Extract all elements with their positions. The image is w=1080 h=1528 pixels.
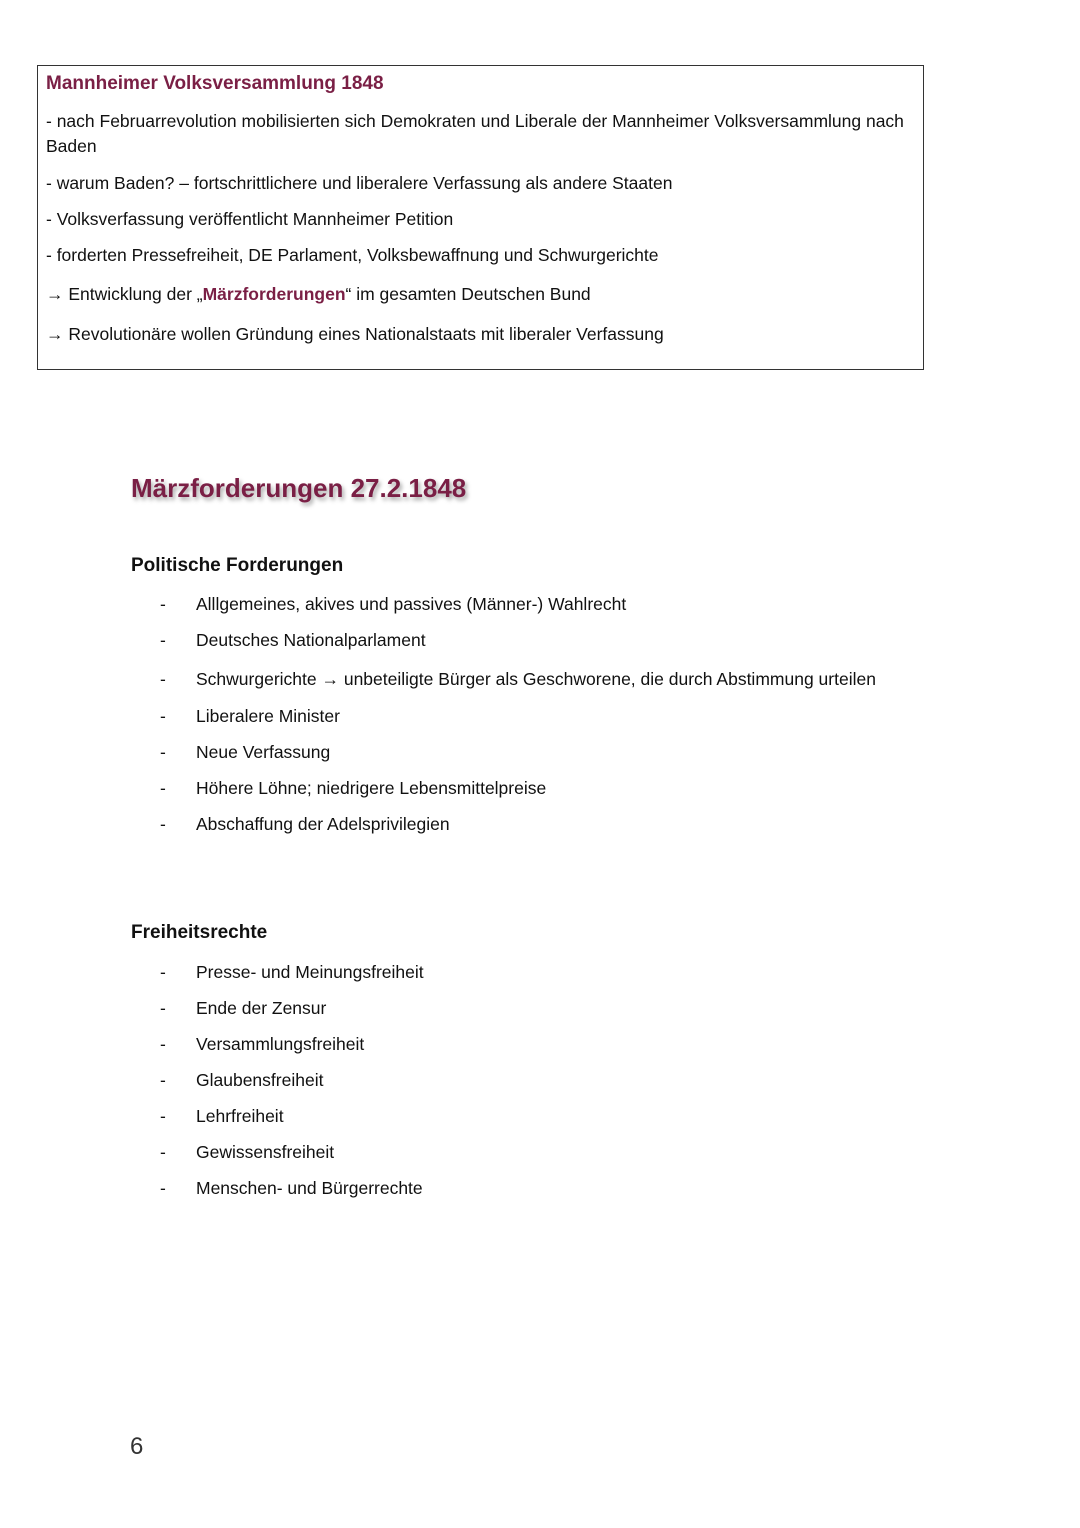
list-item xyxy=(160,996,326,1020)
list-marker: - xyxy=(160,1034,166,1054)
list-item xyxy=(160,628,426,652)
list-item-text: Abschaffung der Adelsprivilegien xyxy=(196,814,450,834)
arrow-text-accent: Märzforderungen xyxy=(202,284,346,304)
list-item-text: Ende der Zensur xyxy=(196,998,327,1018)
list-marker: - xyxy=(160,594,166,614)
box-line-3: - Volksverfassung veröffentlicht Mannheimer Petition xyxy=(46,209,454,229)
box-arrow-line-1 xyxy=(46,282,914,307)
box-line-1: - nach Februarrevolution mobilisierten sich Demokraten und Liberale der Mannheimer Volksversammlung nach Baden xyxy=(46,111,904,156)
list-item-text: Liberalere Minister xyxy=(196,706,340,726)
list-item xyxy=(160,812,450,836)
list-item xyxy=(160,667,876,691)
list-item xyxy=(160,1176,423,1200)
box-arrow-line-2: → Revolutionäre wollen Gründung eines Nationalstaats mit liberaler Verfassung xyxy=(46,324,664,344)
summary-box xyxy=(37,65,924,370)
list-item xyxy=(160,960,424,984)
section-title: Märzforderungen 27.2.1848 xyxy=(131,473,467,503)
box-line-4: - forderten Pressefreiheit, DE Parlament, Volksbewaffnung und Schwurgerichte xyxy=(46,245,659,265)
freedom-heading: Freiheitsrechte xyxy=(131,922,268,943)
list-item xyxy=(160,740,330,764)
list-item-text: Glaubensfreiheit xyxy=(196,1070,324,1090)
list-item-text: Neue Verfassung xyxy=(196,742,331,762)
list-item xyxy=(160,1104,284,1128)
list-marker: - xyxy=(160,998,166,1018)
page-number: 6 xyxy=(130,1433,144,1460)
list-item-text: Menschen- und Bürgerrechte xyxy=(196,1178,423,1198)
arrow-text-before: → Entwicklung der „ xyxy=(46,284,203,304)
list-item-text: Presse- und Meinungsfreiheit xyxy=(196,962,424,982)
list-item xyxy=(160,1140,334,1164)
list-marker: - xyxy=(160,962,166,982)
arrow-text-after: “ im gesamten Deutschen Bund xyxy=(345,284,591,304)
list-item-text: Deutsches Nationalparlament xyxy=(196,630,426,650)
list-item xyxy=(160,776,546,800)
list-item xyxy=(160,704,340,728)
list-item-text: Alllgemeines, akives und passives (Männer-) Wahlrecht xyxy=(196,594,627,614)
list-item-text: Schwurgerichte → unbeteiligte Bürger als Geschworene, die durch Abstimmung urteilen xyxy=(196,669,876,689)
list-item xyxy=(160,1068,323,1092)
list-item-text: Versammlungsfreiheit xyxy=(196,1034,365,1054)
list-marker: - xyxy=(160,669,166,689)
list-marker: - xyxy=(160,778,166,798)
list-marker: - xyxy=(160,1178,166,1198)
list-marker: - xyxy=(160,706,166,726)
list-marker: - xyxy=(160,1142,166,1162)
list-item xyxy=(160,1032,364,1056)
box-title: Mannheimer Volksversammlung 1848 xyxy=(46,73,384,94)
list-marker: - xyxy=(160,630,166,650)
political-heading: Politische Forderungen xyxy=(131,555,344,576)
list-marker: - xyxy=(160,1106,166,1126)
list-marker: - xyxy=(160,814,166,834)
list-item-text: Gewissensfreiheit xyxy=(196,1142,335,1162)
list-marker: - xyxy=(160,742,166,762)
list-item-text: Höhere Löhne; niedrigere Lebensmittelpreise xyxy=(196,778,547,798)
list-marker: - xyxy=(160,1070,166,1090)
list-item-text: Lehrfreiheit xyxy=(196,1106,284,1126)
list-item xyxy=(160,592,626,616)
box-line-2: - warum Baden? – fortschrittlichere und liberalere Verfassung als andere Staaten xyxy=(46,173,673,193)
